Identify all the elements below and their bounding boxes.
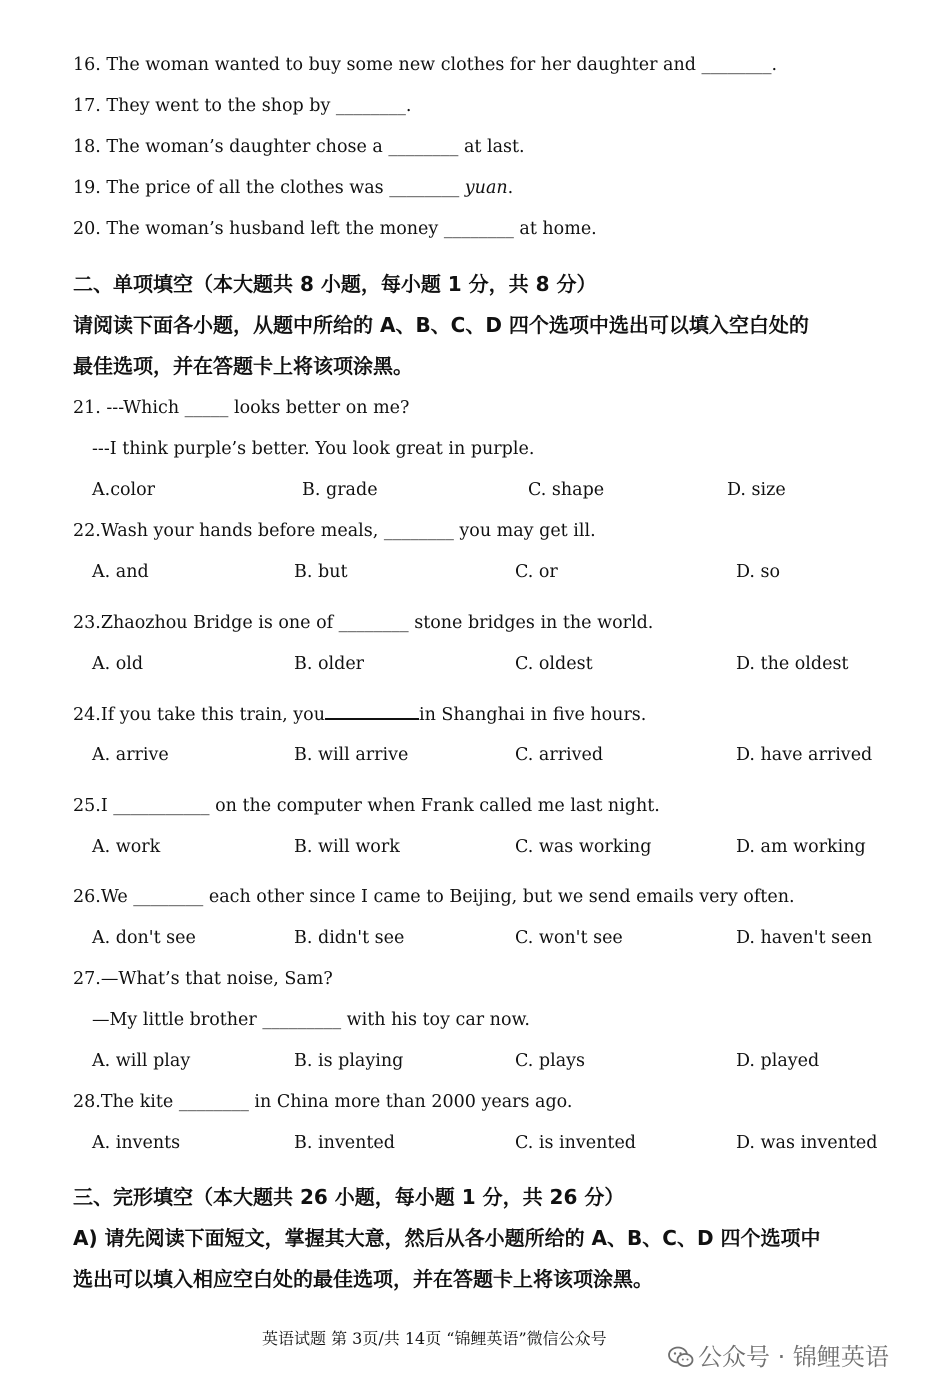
question-26-option-d: D. haven't seen bbox=[736, 928, 873, 948]
question-19-text: 19. The price of all the clothes was ________ bbox=[73, 178, 465, 198]
question-27-stem-reply: —My little brother _________ with his toy car now. bbox=[92, 1010, 530, 1030]
question-27-option-c: C. plays bbox=[515, 1051, 585, 1071]
question-27-option-b: B. is playing bbox=[294, 1051, 404, 1071]
question-26-stem: 26.We ________ each other since I came to Beijing, but we send emails very often. bbox=[73, 887, 795, 907]
question-27-stem: 27.—What’s that noise, Sam? bbox=[73, 969, 333, 989]
question-22-option-d: D. so bbox=[736, 562, 781, 582]
question-24-option-c: C. arrived bbox=[515, 745, 604, 765]
question-21-option-c: C. shape bbox=[528, 480, 605, 500]
question-18: 18. The woman’s daughter chose a ________ at last. bbox=[73, 137, 525, 157]
watermark-text: 公众号 · 锦鲤英语 bbox=[698, 1343, 889, 1371]
question-24-option-a: A. arrive bbox=[92, 745, 169, 765]
section-3-title: 三、完形填空（本大题共 26 小题，每小题 1 分，共 26 分） bbox=[73, 1185, 625, 1209]
question-22-option-c: C. or bbox=[515, 562, 558, 582]
question-25-option-d: D. am working bbox=[736, 837, 866, 857]
question-21-stem-reply: ---I think purple’s better. You look great in purple. bbox=[92, 439, 535, 459]
question-17: 17. They went to the shop by ________. bbox=[73, 96, 412, 116]
question-24-stem bbox=[73, 703, 646, 726]
question-28-option-d: D. was invented bbox=[736, 1133, 878, 1153]
section-2-instruction-line1: 请阅读下面各小题，从题中所给的 A、B、C、D 四个选项中选出可以填入空白处的 bbox=[73, 313, 809, 337]
question-16: 16. The woman wanted to buy some new clothes for her daughter and ________. bbox=[73, 55, 778, 75]
question-21-option-b: B. grade bbox=[302, 480, 378, 500]
wechat-icon bbox=[668, 1346, 694, 1368]
question-26-option-c: C. won't see bbox=[515, 928, 623, 948]
question-26-option-b: B. didn't see bbox=[294, 928, 405, 948]
question-25-stem: 25.I ___________ on the computer when Frank called me last night. bbox=[73, 796, 660, 816]
question-28-option-a: A. invents bbox=[92, 1133, 181, 1153]
question-22-stem: 22.Wash your hands before meals, ________ you may get ill. bbox=[73, 521, 596, 541]
question-24-stem-end: in Shanghai in five hours. bbox=[419, 705, 647, 725]
section-3-instruction-line1: A) 请先阅读下面短文，掌握其大意，然后从各小题所给的 A、B、C、D 四个选项中 bbox=[73, 1226, 821, 1250]
watermark bbox=[668, 1340, 889, 1374]
question-23-stem: 23.Zhaozhou Bridge is one of ________ stone bridges in the world. bbox=[73, 613, 654, 633]
question-26-option-a: A. don't see bbox=[92, 928, 196, 948]
section-2-instruction-line2: 最佳选项，并在答题卡上将该项涂黑。 bbox=[73, 354, 413, 378]
question-24-blank bbox=[325, 703, 419, 720]
question-24-option-b: B. will arrive bbox=[294, 745, 409, 765]
question-21-stem: 21. ---Which _____ looks better on me? bbox=[73, 398, 410, 418]
question-23-option-a: A. old bbox=[92, 654, 144, 674]
question-23-option-d: D. the oldest bbox=[736, 654, 849, 674]
section-3-instruction-line2: 选出可以填入相应空白处的最佳选项，并在答题卡上将该项涂黑。 bbox=[73, 1267, 653, 1291]
question-28-option-c: C. is invented bbox=[515, 1133, 637, 1153]
question-24-stem-start: 24.If you take this train, you bbox=[73, 705, 325, 725]
question-28-stem: 28.The kite ________ in China more than 2000 years ago. bbox=[73, 1092, 573, 1112]
question-28-option-b: B. invented bbox=[294, 1133, 395, 1153]
page-footer: 英语试题 第 3页/共 14页 “锦鲤英语”微信公众号 bbox=[262, 1329, 607, 1348]
question-22-option-b: B. but bbox=[294, 562, 348, 582]
question-24-option-d: D. have arrived bbox=[736, 745, 873, 765]
question-22-option-a: A. and bbox=[92, 562, 149, 582]
question-23-option-b: B. older bbox=[294, 654, 365, 674]
question-25-option-c: C. was working bbox=[515, 837, 652, 857]
question-27-option-d: D. played bbox=[736, 1051, 820, 1071]
question-27-option-a: A. will play bbox=[92, 1051, 191, 1071]
question-19 bbox=[73, 177, 513, 199]
question-25-option-a: A. work bbox=[92, 837, 161, 857]
section-2-title: 二、单项填空（本大题共 8 小题，每小题 1 分，共 8 分） bbox=[73, 272, 597, 296]
question-21-option-a: A.color bbox=[92, 480, 156, 500]
question-25-option-b: B. will work bbox=[294, 837, 400, 857]
question-20: 20. The woman’s husband left the money ________ at home. bbox=[73, 219, 597, 239]
question-19-end: . bbox=[507, 178, 514, 198]
question-21-option-d: D. size bbox=[727, 480, 786, 500]
question-19-unit: yuan bbox=[464, 178, 508, 198]
question-23-option-c: C. oldest bbox=[515, 654, 593, 674]
